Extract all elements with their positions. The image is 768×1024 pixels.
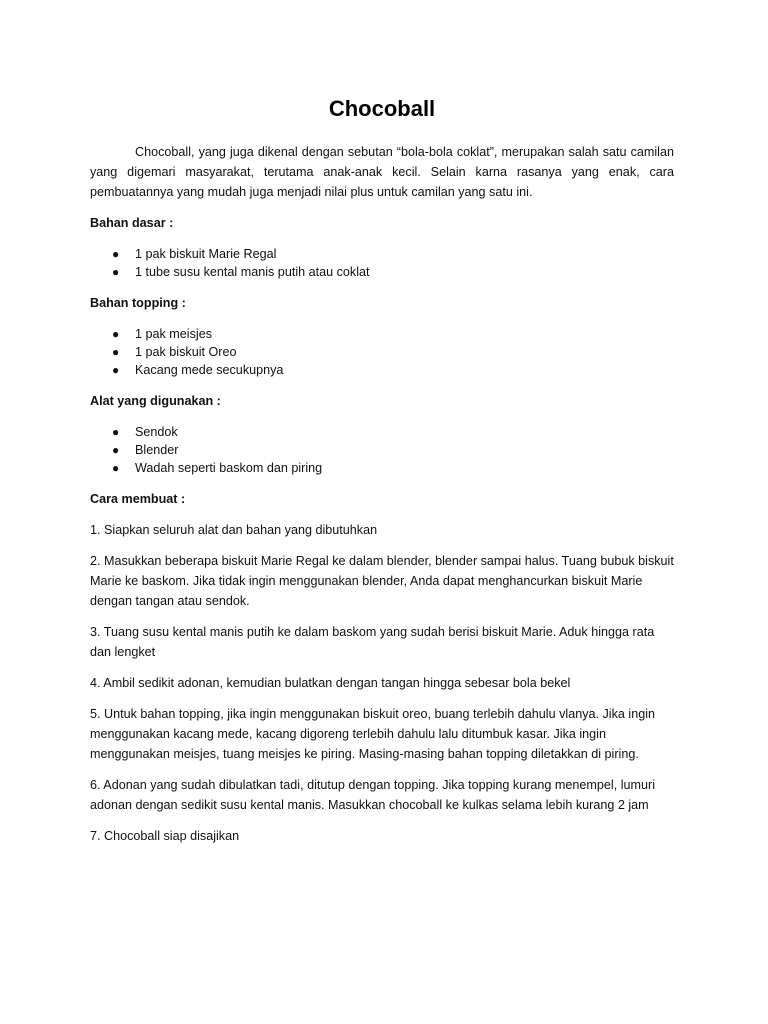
step-paragraph: 3. Tuang susu kental manis putih ke dalam baskom yang sudah berisi biskuit Marie. Aduk hingga rata dan lengket (90, 625, 655, 659)
cara-membuat-heading: Cara membuat : (90, 492, 186, 506)
list-item: ● Wadah seperti baskom dan piring (112, 461, 323, 475)
step-paragraph: 1. Siapkan seluruh alat dan bahan yang dibutuhkan (90, 523, 378, 537)
bullet-icon: ● (112, 461, 120, 475)
list-item: ● Kacang mede secukupnya (112, 363, 284, 377)
bullet-icon: ● (112, 363, 120, 377)
list-item: ● 1 pak meisjes (112, 327, 212, 341)
bahan-topping-list (90, 325, 674, 379)
intro-paragraph: Chocoball, yang juga dikenal dengan sebutan “bola-bola coklat”, merupakan salah satu camilan yang digemari masyarakat, terutama anak-anak kecil. Selain karna rasanya yang enak, cara pembuatannya yang mudah juga menjadi nilai plus untuk camilan yang satu ini. (90, 145, 674, 199)
bullet-icon: ● (112, 425, 120, 439)
bullet-icon: ● (112, 443, 120, 457)
bullet-icon: ● (112, 345, 120, 359)
step-paragraph: 7. Chocoball siap disajikan (90, 829, 240, 843)
step-paragraph: 5. Untuk bahan topping, jika ingin menggunakan biskuit oreo, buang terlebih dahulu vlanya. Jika ingin menggunakan kacang mede, kacang digoreng terlebih dahulu lalu ditumbuk kasar. Jika ingin menggunakan meisjes, tuang meisjes ke piring. Masing-masing bahan topping diletakkan di piring. (90, 707, 656, 761)
document-page (90, 93, 674, 846)
list-item: ● Blender (112, 443, 179, 457)
bahan-dasar-list (90, 245, 674, 281)
list-item: ● 1 pak biskuit Oreo (112, 345, 237, 359)
alat-list (90, 423, 674, 477)
bahan-topping-heading: Bahan topping : (90, 296, 186, 310)
bullet-icon: ● (112, 247, 120, 261)
step-paragraph: 4. Ambil sedikit adonan, kemudian bulatkan dengan tangan hingga sebesar bola bekel (90, 676, 571, 690)
bahan-dasar-heading: Bahan dasar : (90, 216, 174, 230)
list-item: ● 1 tube susu kental manis putih atau coklat (112, 265, 370, 279)
list-item: ● Sendok (112, 425, 178, 439)
alat-heading: Alat yang digunakan : (90, 394, 221, 408)
document-title: Chocoball (328, 96, 436, 121)
bullet-icon: ● (112, 265, 120, 279)
list-item: ● 1 pak biskuit Marie Regal (112, 247, 277, 261)
step-paragraph: 2. Masukkan beberapa biskuit Marie Regal ke dalam blender, blender sampai halus. Tuang bubuk biskuit Marie ke baskom. Jika tidak ingin menggunakan blender, Anda dapat menghancurkan biskuit Marie dengan tangan atau sendok. (90, 554, 674, 608)
step-paragraph: 6. Adonan yang sudah dibulatkan tadi, ditutup dengan topping. Jika topping kurang menempel, lumuri adonan dengan sedikit susu kental manis. Masukkan chocoball ke kulkas selama lebih kurang 2 jam (90, 778, 656, 812)
bullet-icon: ● (112, 327, 120, 341)
